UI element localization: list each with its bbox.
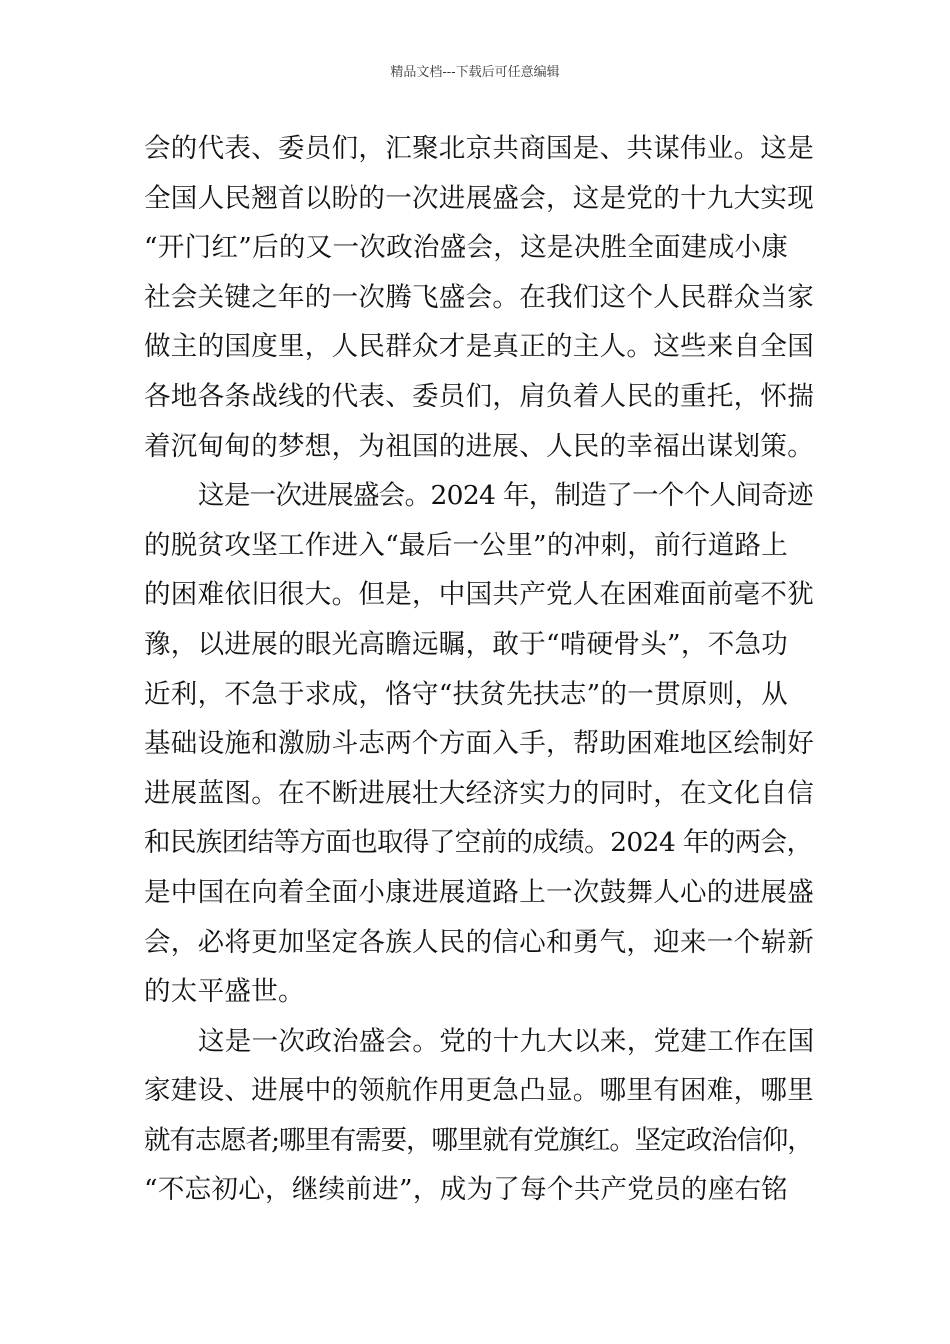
text-line: 和民族团结等方面也取得了空前的成绩。2024 年的两会， bbox=[144, 827, 813, 859]
paragraph-2 bbox=[144, 471, 814, 1017]
text-line: “不忘初心，继续前进”，成为了每个共产党员的座右铭 bbox=[144, 1174, 789, 1206]
text-line: 着沉甸甸的梦想，为祖国的进展、人民的幸福出谋划策。 bbox=[144, 430, 814, 462]
text-line: 近利，不急于求成，恪守“扶贫先扶志”的一贯原则，从 bbox=[144, 678, 789, 710]
text-line: “开门红”后的又一次政治盛会，这是决胜全面建成小康 bbox=[144, 232, 789, 264]
text-line: 是中国在向着全面小康进展道路上一次鼓舞人心的进展盛 bbox=[144, 876, 814, 908]
text-line: 就有志愿者;哪里有需要，哪里就有党旗红。坚定政治信仰， bbox=[144, 1124, 813, 1156]
document-body bbox=[144, 124, 814, 1215]
text-line: 会，必将更加坚定各族人民的信心和勇气，迎来一个崭新 bbox=[144, 926, 814, 958]
text-line: 基础设施和激励斗志两个方面入手，帮助困难地区绘制好 bbox=[144, 728, 814, 760]
text-line: 豫，以进展的眼光高瞻远瞩，敢于“啃硬骨头”，不急功 bbox=[144, 628, 789, 660]
text-line: 社会关键之年的一次腾飞盛会。在我们这个人民群众当家 bbox=[144, 281, 814, 313]
text-line: 会的代表、委员们，汇聚北京共商国是、共谋伟业。这是 bbox=[144, 133, 814, 164]
paragraph-3 bbox=[144, 1017, 814, 1215]
page-header: 精品文档---下载后可任意编辑 bbox=[390, 65, 560, 80]
text-line: 这是一次政治盛会。党的十九大以来，党建工作在国 bbox=[198, 1025, 815, 1057]
text-line: 做主的国度里，人民群众才是真正的主人。这些来自全国 bbox=[144, 331, 814, 363]
paragraph-1 bbox=[144, 124, 814, 471]
text-line: 的太平盛世。 bbox=[144, 976, 305, 1008]
text-line: 全国人民翘首以盼的一次进展盛会，这是党的十九大实现 bbox=[144, 182, 814, 214]
text-line: 这是一次进展盛会。2024 年，制造了一个个人间奇迹 bbox=[198, 480, 813, 512]
text-line: 家建设、进展中的领航作用更急凸显。哪里有困难，哪里 bbox=[144, 1075, 814, 1107]
text-line: 各地各条战线的代表、委员们，肩负着人民的重托，怀揣 bbox=[144, 380, 814, 412]
text-line: 的脱贫攻坚工作进入“最后一公里”的冲刺，前行道路上 bbox=[144, 529, 789, 561]
text-line: 进展蓝图。在不断进展壮大经济实力的同时，在文化自信 bbox=[144, 777, 814, 809]
text-line: 的困难依旧很大。但是，中国共产党人在困难面前毫不犹 bbox=[144, 579, 814, 611]
